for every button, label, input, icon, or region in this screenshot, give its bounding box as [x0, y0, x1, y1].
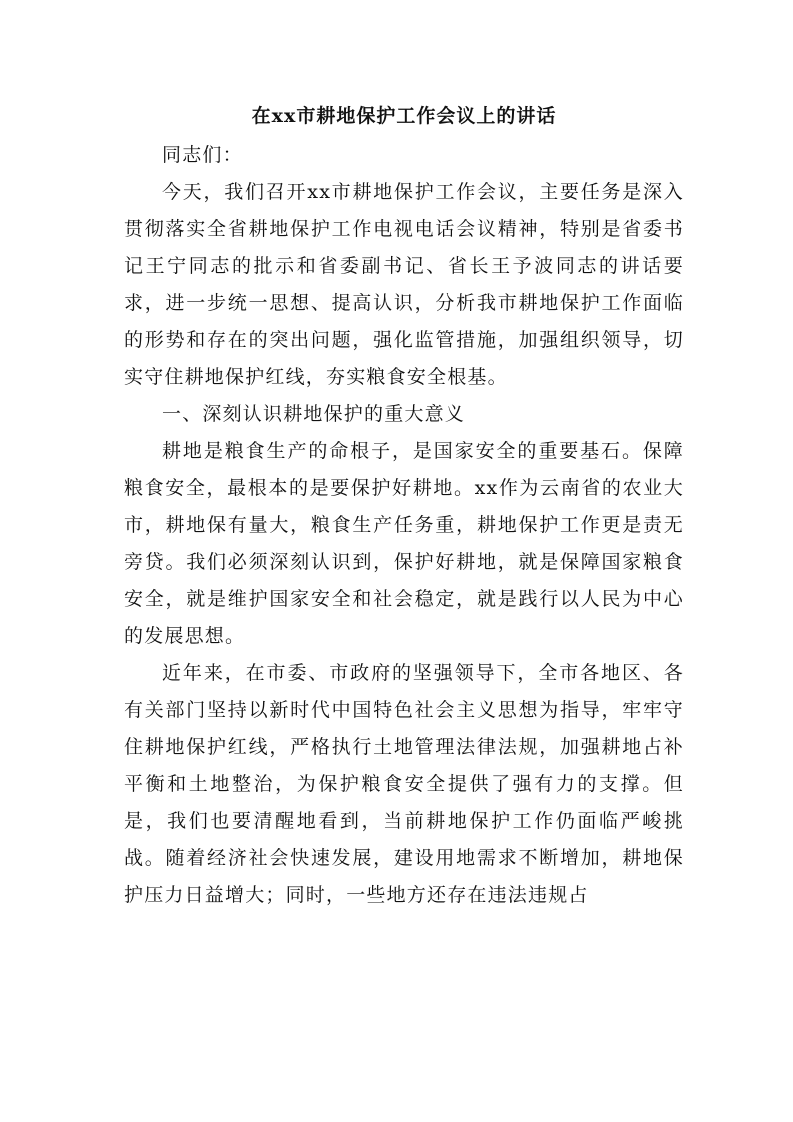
- salutation: 同志们：: [162, 144, 243, 166]
- document-body: [124, 95, 684, 914]
- paragraph-significance: 耕地是粮食生产的命根子，是国家安全的重要基石。保障粮食安全，最根本的是要保护好耕地。xx作为云南省的农业大市，耕地保有量大，粮食生产任务重，耕地保护工作更是责无旁贷。我们必须深刻认识到，保护好耕地，就是保障国家粮食安全，就是维护国家安全和社会稳定，就是践行以人民为中心的发展思想。: [124, 440, 684, 647]
- document-title: 在xx市耕地保护工作会议上的讲话: [251, 105, 557, 127]
- section-heading-1: 一、深刻认识耕地保护的重大意义: [162, 403, 466, 425]
- paragraph-intro: 今天，我们召开xx市耕地保护工作会议，主要任务是深入贯彻落实全省耕地保护工作电视电话会议精神，特别是省委书记王宁同志的批示和省委副书记、省长王予波同志的讲话要求，进一步统一思想、提高认识，分析我市耕地保护工作面临的形势和存在的突出问题，强化监管措施，加强组织领导，切实守住耕地保护红线，夯实粮食安全根基。: [124, 181, 684, 388]
- paragraph-recent-years: 近年来，在市委、市政府的坚强领导下，全市各地区、各有关部门坚持以新时代中国特色社会主义思想为指导，牢牢守住耕地保护红线，严格执行土地管理法律法规，加强耕地占补平衡和土地整治，为保护粮食安全提供了强有力的支撑。但是，我们也要清醒地看到，当前耕地保护工作仍面临严峻挑战。随着经济社会快速发展，建设用地需求不断增加，耕地保护压力日益增大；同时，一些地方还存在违法违规占: [124, 662, 684, 906]
